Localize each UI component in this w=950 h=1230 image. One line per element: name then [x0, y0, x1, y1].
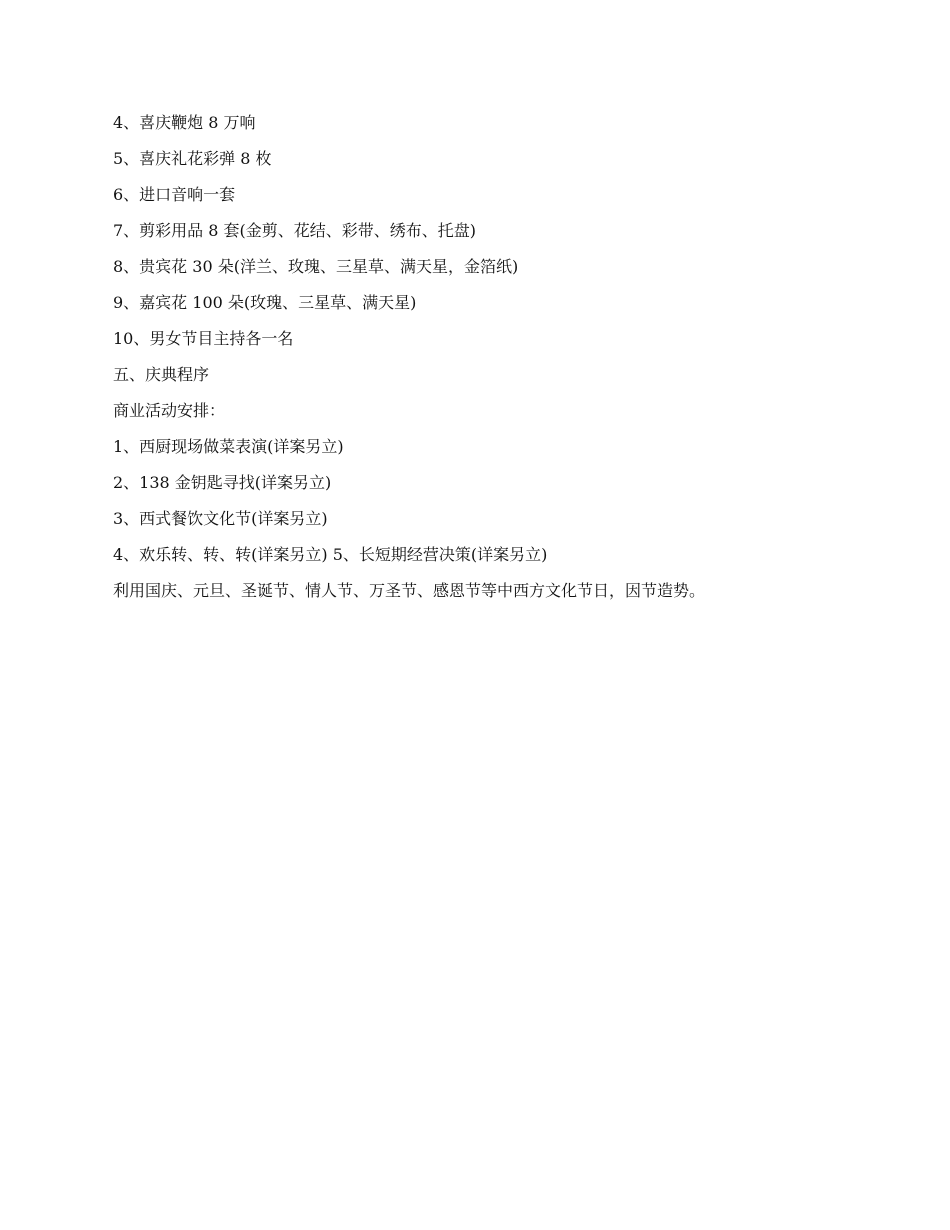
- paragraph: 利用国庆、元旦、圣诞节、情人节、万圣节、感恩节等中西方文化节日，因节造势。: [113, 581, 706, 600]
- list-item: 2、138 金钥匙寻找(详案另立): [113, 473, 332, 492]
- subheading: 商业活动安排：: [113, 401, 226, 420]
- section-heading: 五、庆典程序: [113, 365, 210, 384]
- list-item: 1、西厨现场做菜表演(详案另立): [113, 437, 344, 456]
- list-item: 6、进口音响一套: [113, 185, 236, 204]
- document-body: [113, 110, 873, 614]
- list-item: 9、嘉宾花 100 朵(玫瑰、三星草、满天星): [113, 293, 417, 312]
- list-item: 5、喜庆礼花彩弹 8 枚: [113, 149, 272, 168]
- list-item: 10、男女节目主持各一名: [113, 329, 294, 348]
- list-item: 4、喜庆鞭炮 8 万响: [113, 113, 256, 132]
- list-item: 8、贵宾花 30 朵(洋兰、玫瑰、三星草、满天星，金箔纸): [113, 257, 519, 276]
- list-item: 3、西式餐饮文化节(详案另立): [113, 509, 328, 528]
- list-item: 4、欢乐转、转、转(详案另立) 5、长短期经营决策(详案另立): [113, 545, 548, 564]
- list-item: 7、剪彩用品 8 套(金剪、花结、彩带、绣布、托盘): [113, 221, 477, 240]
